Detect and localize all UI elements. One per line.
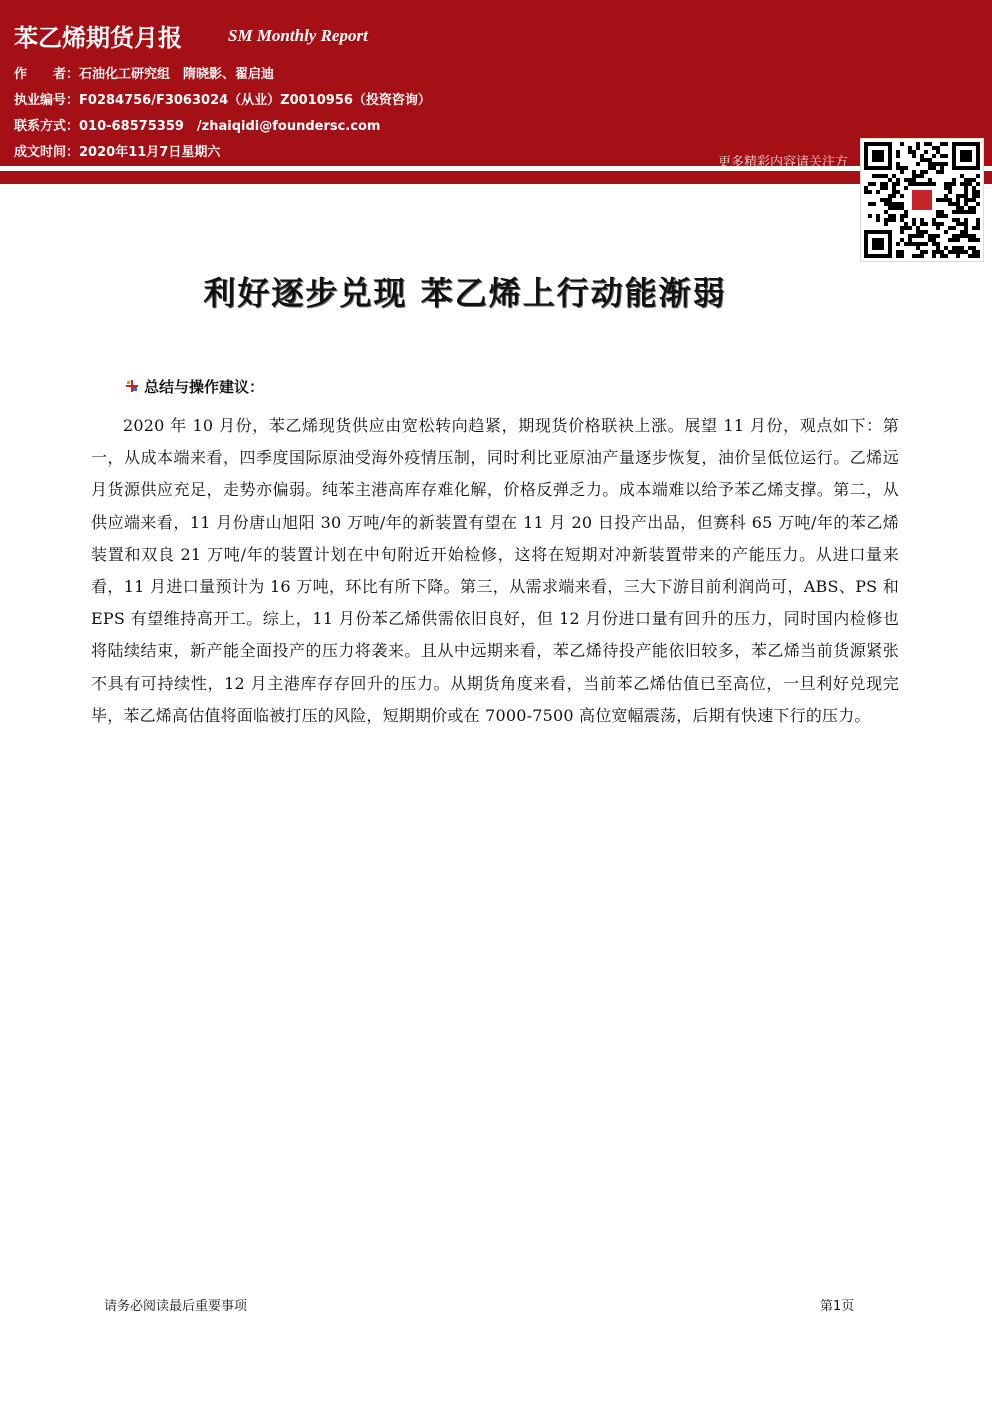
section-heading <box>126 376 264 397</box>
author-value: 石油化工研究组 隋晓影、翟启迪 <box>79 67 275 82</box>
page-number: 第1页 <box>820 1299 855 1314</box>
qr-code-graphic <box>861 139 983 261</box>
report-brand-subtitle: SM Monthly Report <box>228 26 368 45</box>
diamond-bullet-icon <box>126 378 144 396</box>
summary-paragraph: 2020 年 10 月份，苯乙烯现货供应由宽松转向趋紧，期现货价格联袂上涨。展望 11 月份，观点如下：第一，从成本端来看，四季度国际原油受海外疫情压制，同时利比亚原油产量逐步恢复，油价呈低位运行。乙烯远月货源供应充足，走势亦偏弱。纯苯主港高库存难化解，价格反弹乏力。成本端难以给予苯乙烯支撑。第二，从供应端来看，11 月份唐山旭阳 30 万吨/年的新装置有望在 11 月 20 日投产出品，但赛科 65 万吨/年的苯乙烯装置和双良 21 万吨/年的装置计划在中旬附近开始检修，这将在短期对冲新装置带来的产能压力。从进口量来看，11 月进口量预计为 16 万吨，环比有所下降。第三，从需求端来看，三大下游目前利润尚可，ABS、PS 和 EPS 有望维持高开工。综上，11 月份苯乙烯供需依旧良好，但 12 月份进口量有回升的压力，同时国内检修也将陆续结束，新产能全面投产的压力将袭来。且从中远期来看，苯乙烯待投产能依旧较多，苯乙烯当前货源紧张不具有可持续性，12 月主港库存存回升的压力。从期货角度来看，当前苯乙烯估值已至高位，一旦利好兑现完毕，苯乙烯高估值将面临被打压的风险，短期期价或在 7000-7500 高位宽幅震荡，后期有快速下行的压力。 <box>91 416 899 725</box>
license-line <box>14 89 431 108</box>
author-label: 作 者： <box>14 67 80 82</box>
footer-notice: 请务必阅读最后重要事项 <box>104 1299 248 1314</box>
contact-value[interactable]: 010-68575359 /zhaiqidi@foundersc.com <box>79 119 381 134</box>
date-label: 成文时间： <box>14 145 80 160</box>
contact-label: 联系方式： <box>14 119 80 134</box>
date-value: 2020年11月7日星期六 <box>79 145 221 160</box>
follow-prompt: 更多精彩内容请关注方 <box>718 155 849 170</box>
license-label: 执业编号： <box>14 93 80 108</box>
license-value: F0284756/F3063024（从业）Z0010956（投资咨询） <box>79 93 431 108</box>
section-heading-text: 总结与操作建议： <box>144 378 265 396</box>
qr-code-icon[interactable] <box>860 138 984 262</box>
header-lower-band <box>0 172 992 184</box>
date-line <box>14 141 220 160</box>
report-title: 利好逐步兑现 苯乙烯上行动能渐弱 <box>203 274 727 312</box>
report-brand-title: 苯乙烯期货月报 <box>14 24 182 52</box>
author-line <box>14 63 274 82</box>
contact-line <box>14 115 380 134</box>
